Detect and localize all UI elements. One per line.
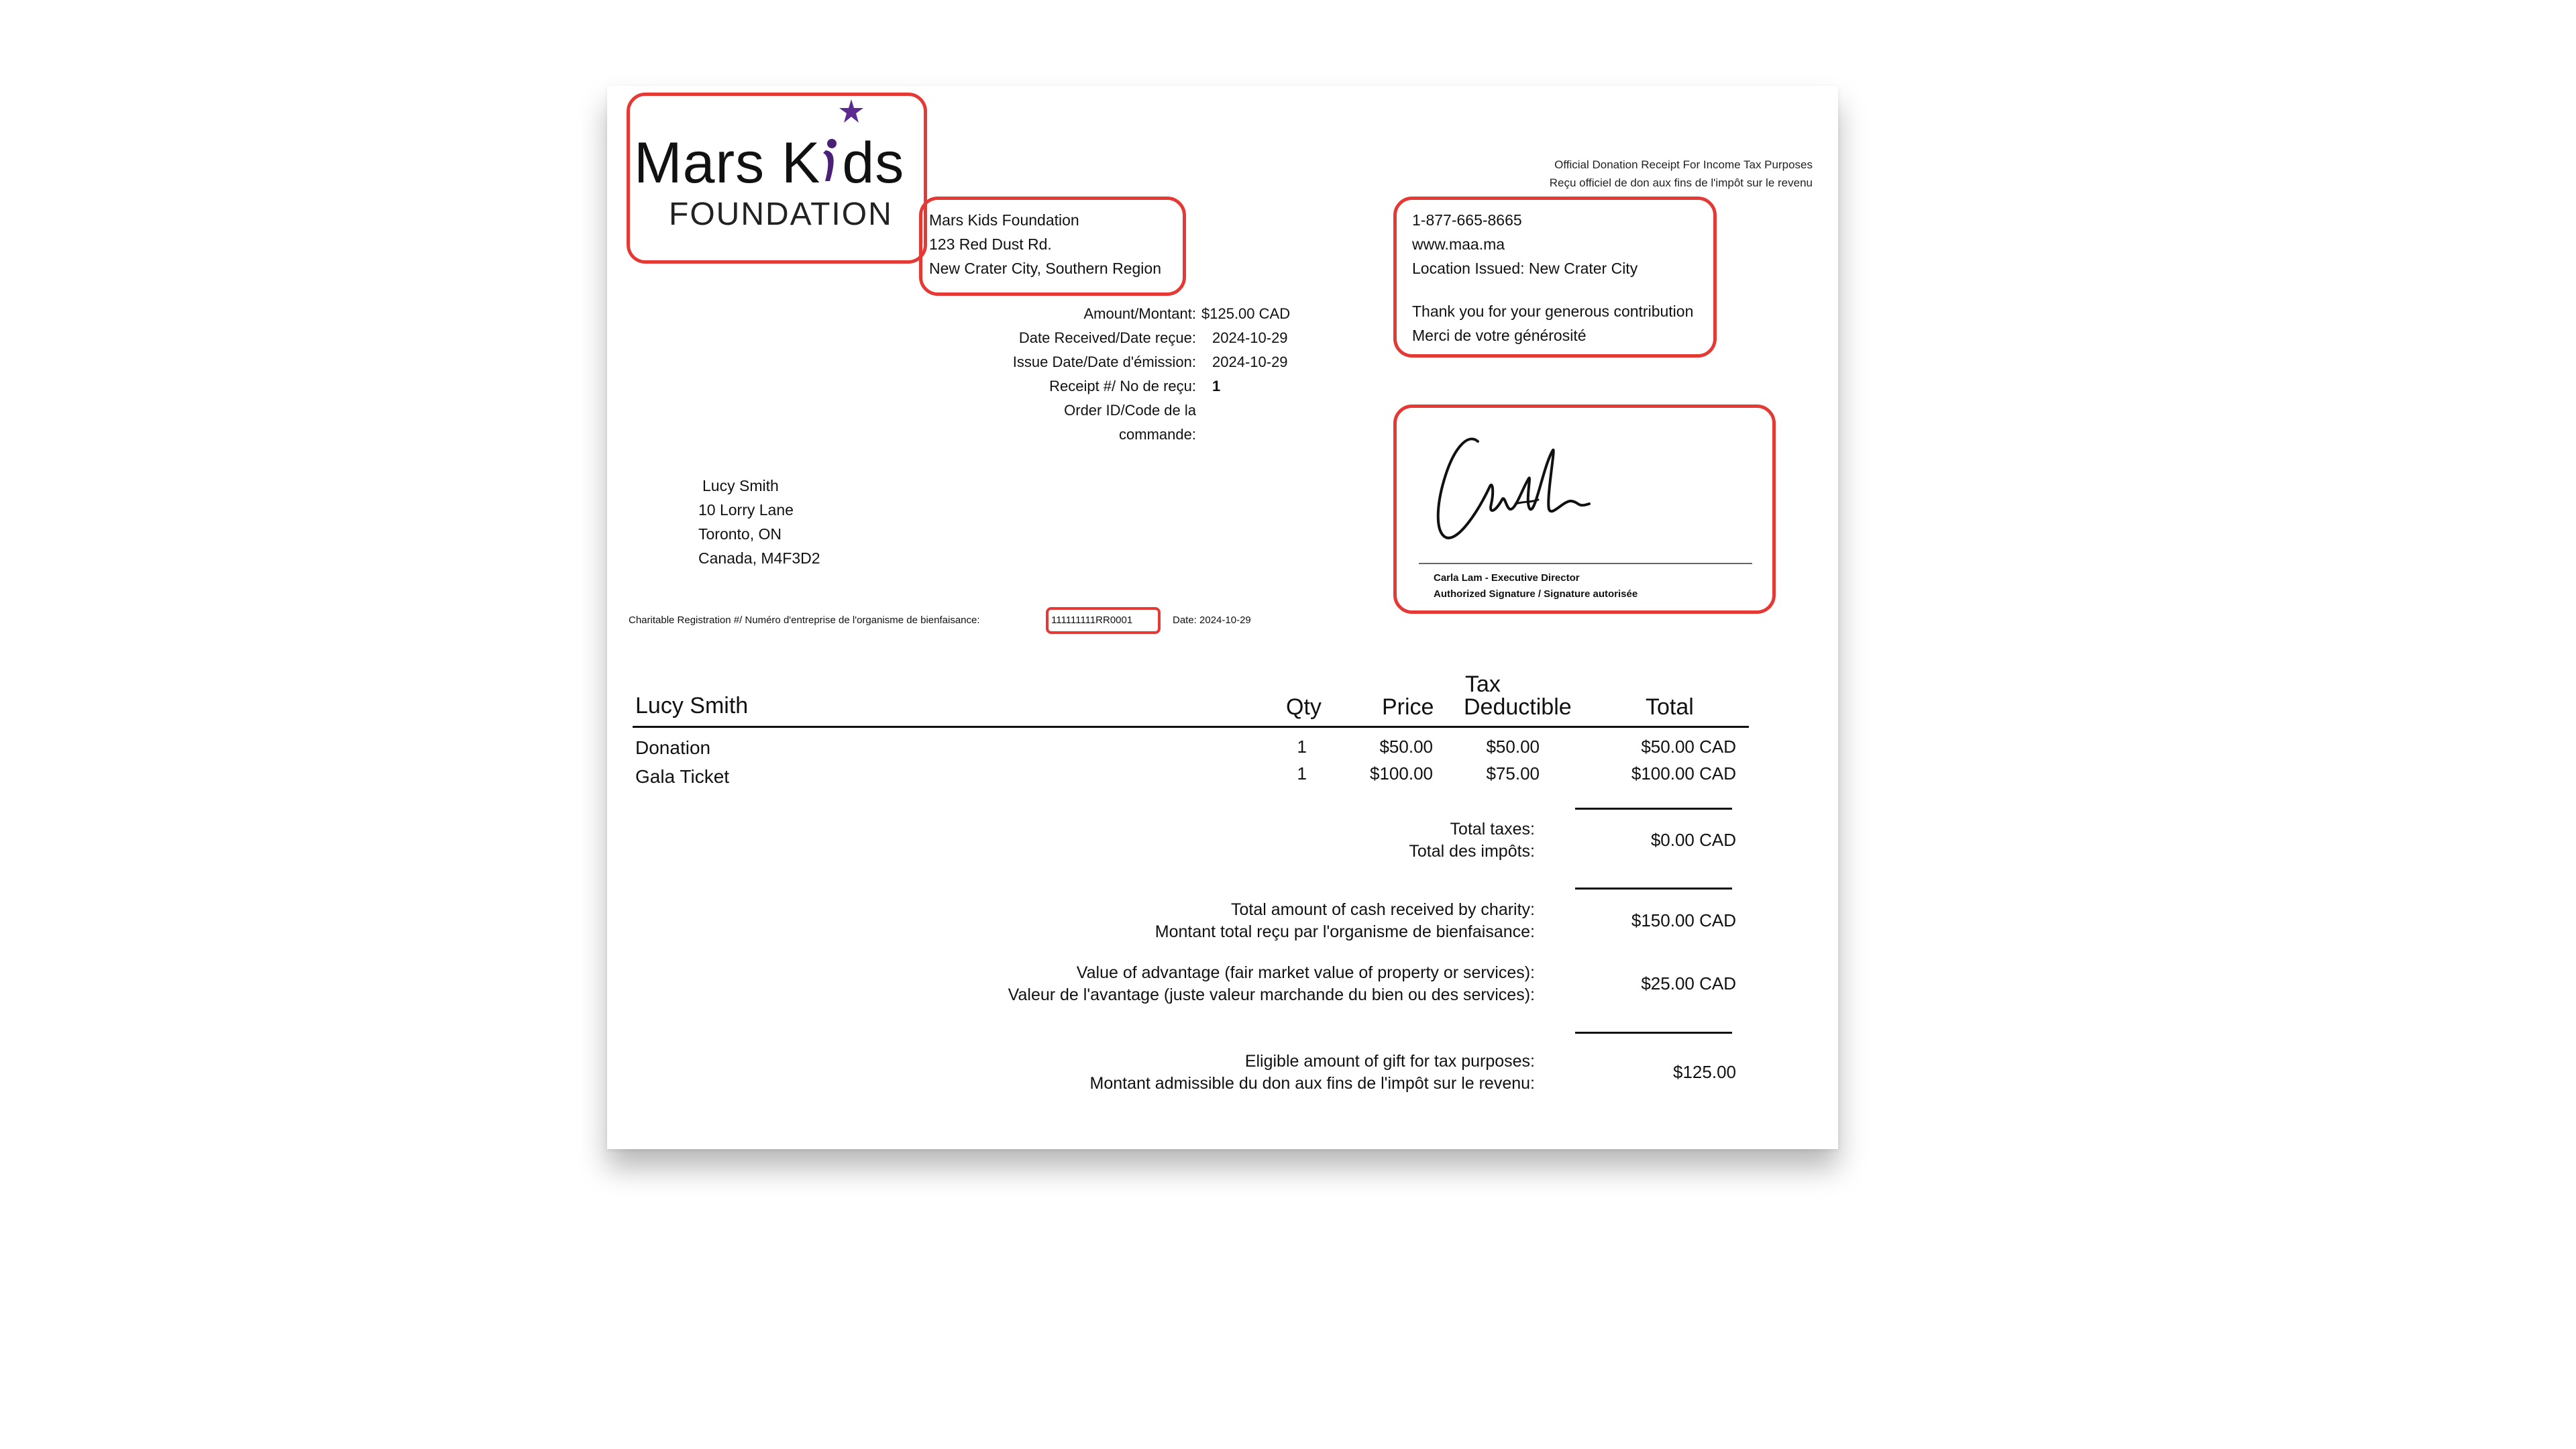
contact-thanks-fr: Merci de votre générosité [1412,327,1587,344]
row-total: $50.00 CAD [1641,737,1736,757]
eligible-value: $125.00 [1673,1062,1736,1082]
advantage-label-fr: Valeur de l'avantage (juste valeur marchande du bien ou des services): [1008,985,1535,1004]
logo-figure-icon [822,136,841,182]
notice-french: Reçu officiel de don aux fins de l'impôt sur le revenu [1549,176,1813,189]
summary-eligible [607,1051,1535,1097]
row-item: Gala Ticket [635,766,730,787]
taxes-value: $0.00 CAD [1650,830,1736,850]
taxes-label-en: Total taxes: [1450,820,1535,839]
cash-label-fr: Montant total reçu par l'organisme de bienfaisance: [1155,922,1535,941]
contact-block [1412,208,1693,347]
summary-cash [607,899,1535,946]
date-received-value: 2024-10-29 [1212,329,1288,346]
recipient-address [698,474,820,570]
receipt-number-value: 1 [1212,378,1221,394]
contact-location: Location Issued: New Crater City [1412,260,1638,277]
logo-wordmark [634,131,922,195]
notice-english: Official Donation Receipt For Income Tax Purposes [1554,158,1813,171]
order-id-label-line1: Order ID/Code de la [1064,402,1196,419]
row-deductible: $75.00 [1486,763,1540,784]
order-id-label-line2: commande: [1119,426,1196,443]
amount-value: $125.00 CAD [1201,305,1291,322]
summary-rule-2 [1575,888,1732,890]
logo-star-icon [838,98,865,125]
recipient-country: Canada, M4F3D2 [698,549,820,567]
signature-caption [1434,570,1638,602]
receipt-notice [1550,156,1813,192]
logo-word-left: Mars K [634,131,821,195]
cash-label-en: Total amount of cash received by charity: [1230,900,1535,919]
date-received-label: Date Received/Date reçue: [1018,329,1196,346]
summary-rule-3 [1575,1032,1732,1034]
amount-label: Amount/Montant: [1083,305,1196,322]
receipt-meta [607,302,1291,449]
logo [634,131,922,233]
registration-label: Charitable Registration #/ Numéro d'entreprise de l'organisme de bienfaisance: [629,614,980,626]
logo-subtitle: FOUNDATION [669,197,893,232]
receipt-page [607,86,1838,1149]
header-tax-line2: Deductible [1464,694,1572,720]
eligible-label-fr: Montant admissible du don aux fins de l'impôt sur le revenu: [1089,1074,1535,1093]
header-price: Price [1382,694,1434,720]
table-header-rule [633,726,1749,728]
summary-advantage [607,962,1535,1009]
taxes-label-fr: Total des impôts: [1409,842,1535,861]
eligible-label-en: Eligible amount of gift for tax purposes: [1244,1052,1535,1071]
org-address [929,208,1161,280]
logo-word-right: ds [842,131,905,195]
table-donor-name: Lucy Smith [635,693,749,718]
row-price: $50.00 [1379,737,1433,757]
signature-line [1419,563,1752,564]
org-street: 123 Red Dust Rd. [929,235,1052,253]
org-city: New Crater City, Southern Region [929,260,1161,277]
signature-label: Authorized Signature / Signature autorisée [1434,588,1638,600]
receipt-number-label: Receipt #/ No de reçu: [1049,378,1196,394]
advantage-value: $25.00 CAD [1641,973,1736,994]
issue-date-value: 2024-10-29 [1212,354,1288,370]
row-total: $100.00 CAD [1631,763,1736,784]
recipient-name: Lucy Smith [702,477,779,494]
recipient-city: Toronto, ON [698,525,782,543]
row-item: Donation [635,737,711,758]
signer-name: Carla Lam - Executive Director [1434,572,1580,584]
header-total: Total [1646,694,1694,720]
recipient-street: 10 Lorry Lane [698,501,794,519]
row-price: $100.00 [1370,763,1433,784]
registration-date: Date: 2024-10-29 [1173,614,1251,626]
row-qty: 1 [1297,763,1307,784]
summary-taxes [607,818,1535,865]
row-deductible: $50.00 [1486,737,1540,757]
contact-website: www.maa.ma [1412,235,1505,253]
issue-date-label: Issue Date/Date d'émission: [1012,354,1196,370]
signature-icon [1431,425,1605,552]
cash-value: $150.00 CAD [1631,910,1736,930]
header-tax-line1: Tax [1465,672,1501,697]
contact-thanks-en: Thank you for your generous contribution [1412,303,1694,320]
org-name: Mars Kids Foundation [929,211,1079,229]
advantage-label-en: Value of advantage (fair market value of property or services): [1076,963,1535,982]
header-qty: Qty [1286,694,1322,720]
contact-phone: 1-877-665-8665 [1412,211,1522,229]
row-qty: 1 [1297,737,1307,757]
registration-number: 111111111RR0001 [1051,614,1133,626]
summary-rule-1 [1575,808,1732,810]
